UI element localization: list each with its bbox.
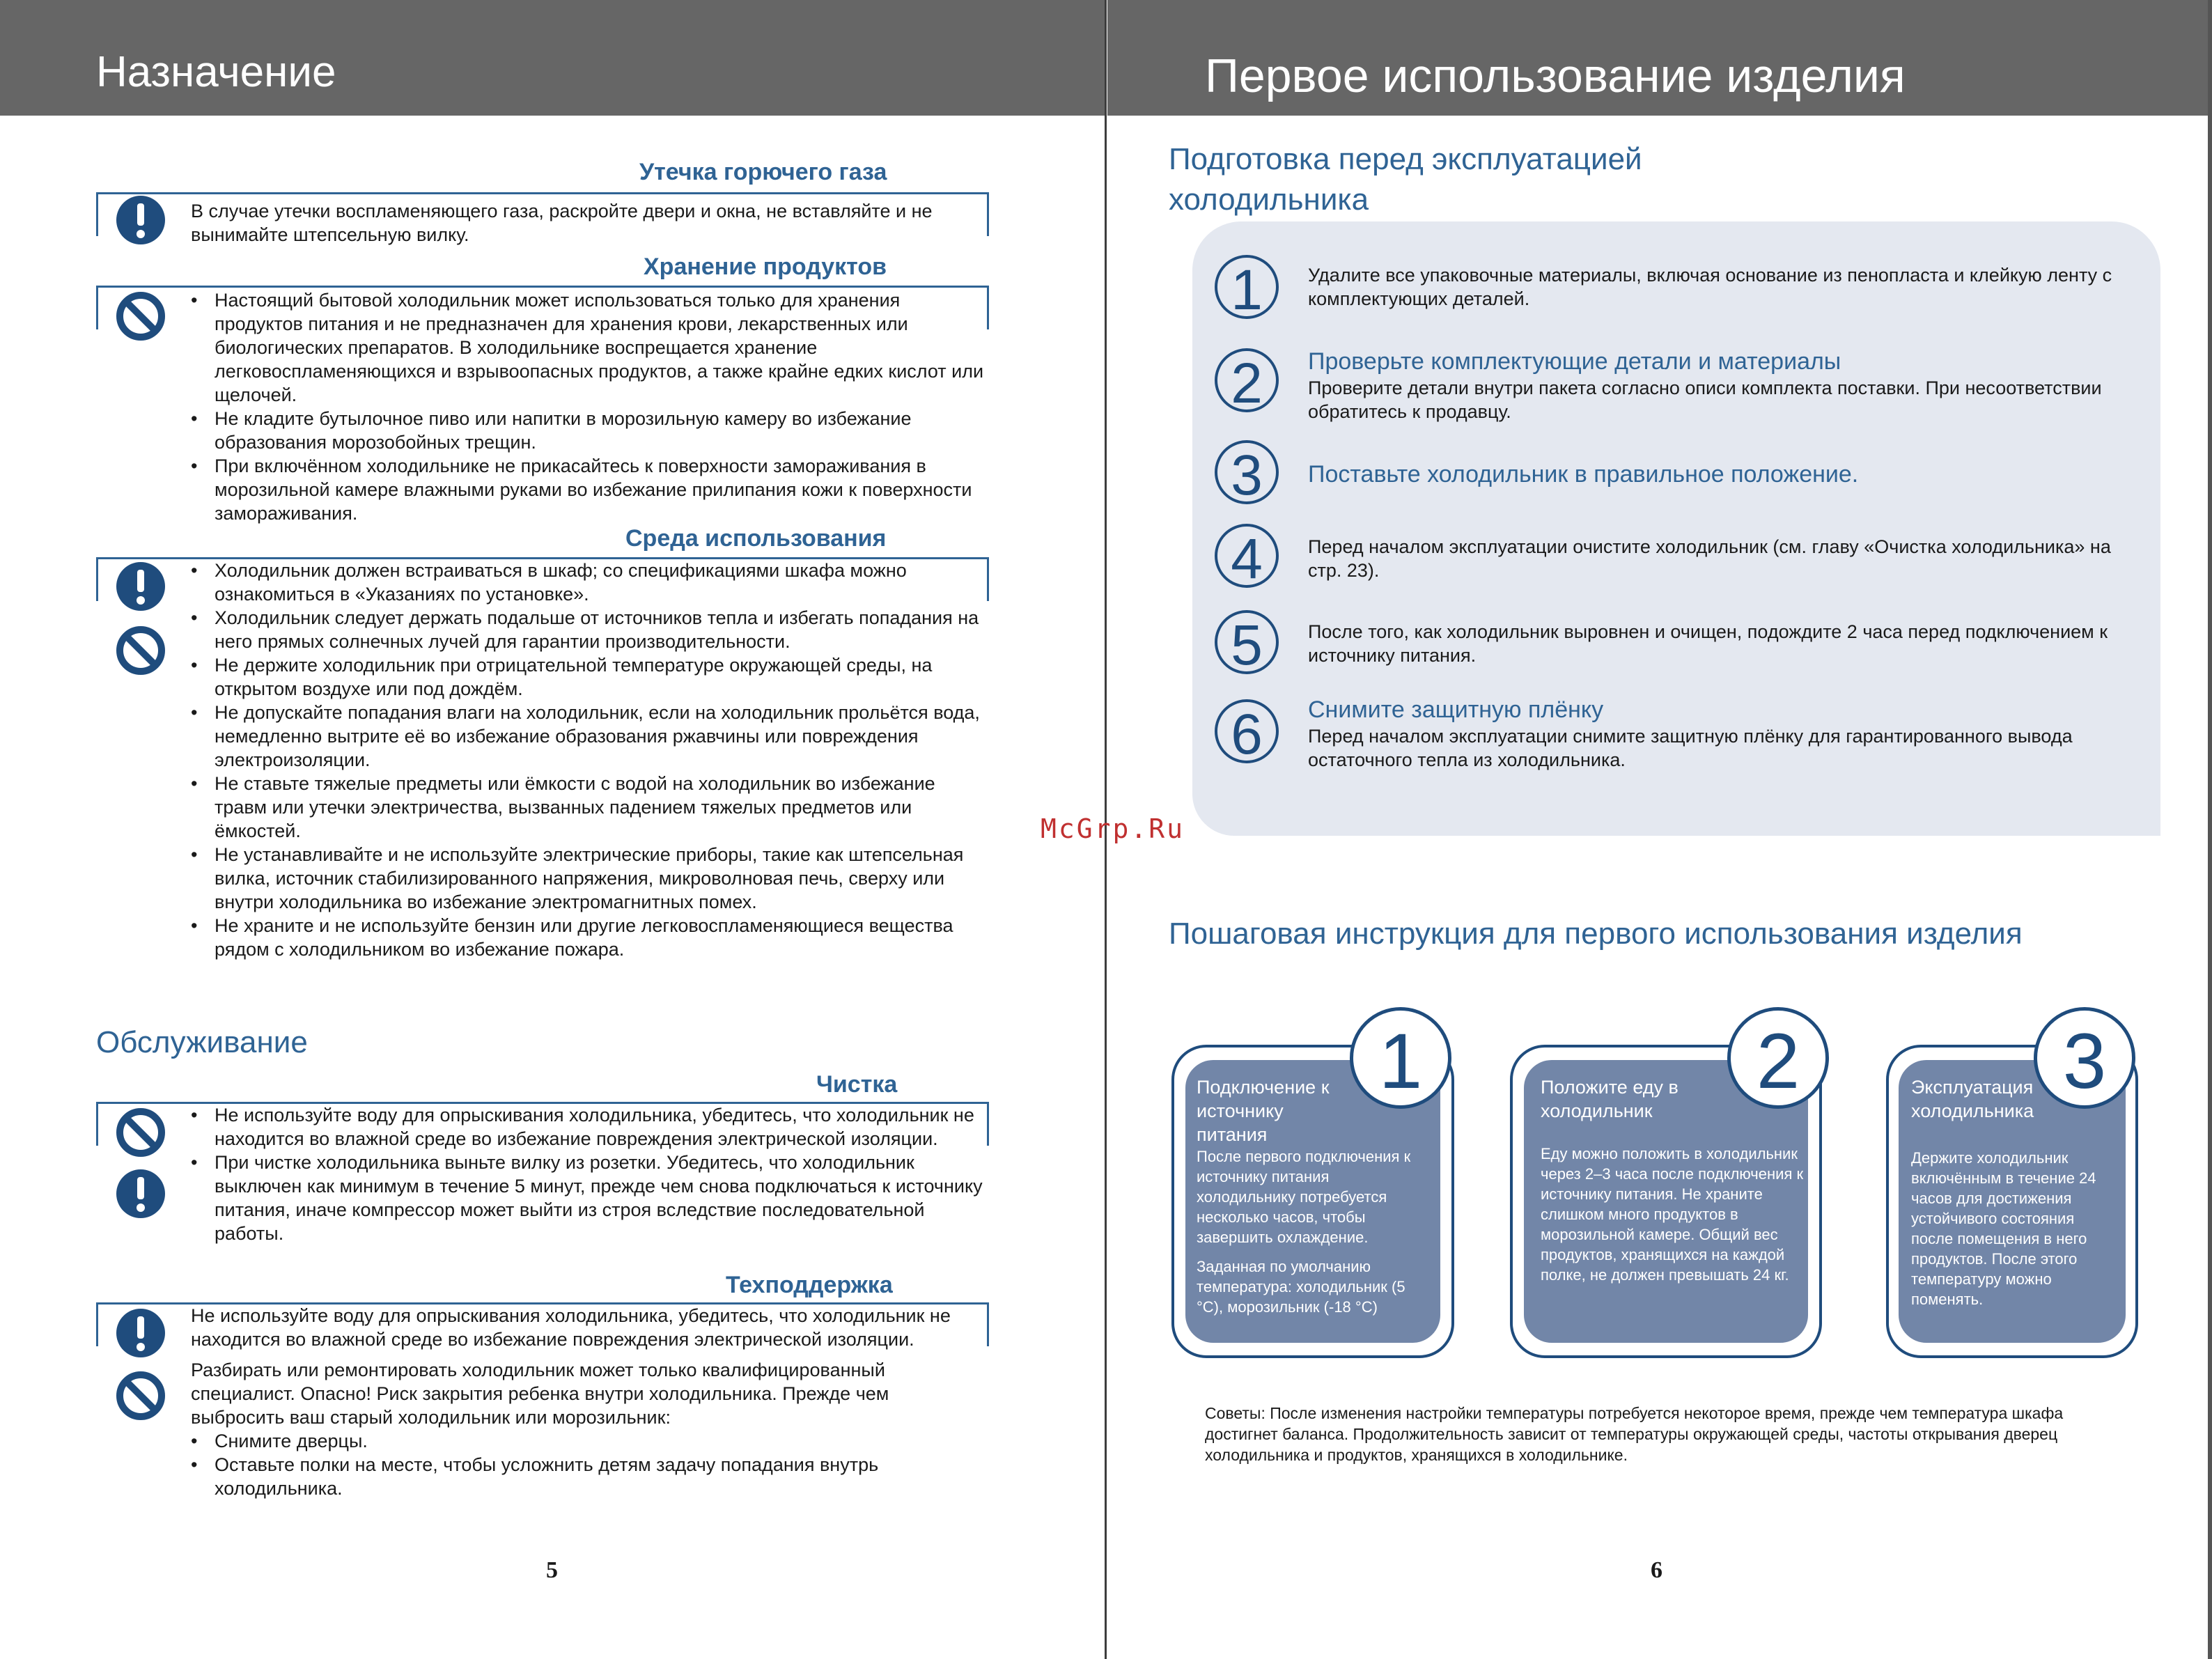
card-title: Подключение к источнику питания xyxy=(1197,1077,1330,1145)
card-number: 2 xyxy=(1727,1007,1829,1109)
card-body: Заданная по умолчанию температура: холодильник (5 °C), морозильник (-18 °C) xyxy=(1197,1258,1405,1316)
support-item: • Оставьте полки на месте, чтобы усложнить детям задачу попадания внутрь холодильника. xyxy=(191,1453,988,1500)
environment-heading: Среда использования xyxy=(625,525,887,552)
prohibited-icon xyxy=(116,291,166,341)
step-text: Перед началом эксплуатации очистите холодильник (см. главу «Очистка холодильника» на стр. 23). xyxy=(1308,536,2111,581)
prohibited-icon xyxy=(116,1107,166,1158)
step-title: Проверьте комплектующие детали и материалы xyxy=(1308,348,1841,375)
prep-heading: Подготовка перед эксплуатацией холодильника xyxy=(1169,142,1642,217)
maintenance-heading: Обслуживание xyxy=(96,1025,308,1059)
support-item: • Снимите дверцы. xyxy=(191,1429,988,1453)
step-number: 2 xyxy=(1215,348,1279,412)
card-body: Держите холодильник включённым в течение 24 часов для достижения устойчивого состояния после помещения в него продуктов. После этого температуру можно поменять. xyxy=(1911,1149,2096,1308)
cleaning-item: • При чистке холодильника выньте вилку из розетки. Убедитесь, что холодильник выключен как минимум в течение 5 минут, прежде чем снова подключаться к источнику питания, иначе компрессор может выйти из строя вследствие последовательной работы. xyxy=(191,1151,988,1245)
cleaning-item: • Не используйте воду для опрыскивания холодильника, убедитесь, что холодильник не находится во влажной среде во избежание повреждения электрической изоляции. xyxy=(191,1103,988,1151)
storage-heading: Хранение продуктов xyxy=(644,254,887,280)
tips-text: Советы: После изменения настройки температуры потребуется некоторое время, прежде чем температура шкафа достигнет баланса. Продолжительность зависит от температуры окружающей среды, частоты открывания дверец холодильника и продуктов, хранящихся в холодильнике. xyxy=(1205,1404,2064,1464)
page-edge xyxy=(2208,0,2212,1659)
left-page-title: Назначение xyxy=(96,48,336,96)
support-heading: Техподдержка xyxy=(726,1272,893,1298)
environment-item: • Не храните и не используйте бензин или другие легковоспламеняющиеся вещества рядом с холодильником во избежание пожара. xyxy=(191,914,988,961)
step-number: 4 xyxy=(1215,524,1279,588)
step-title: Поставьте холодильник в правильное положение. xyxy=(1308,461,1859,488)
card-title: Положите еду в холодильник xyxy=(1541,1077,1679,1121)
left-page-header xyxy=(0,0,1105,116)
storage-item: • При включённом холодильнике не прикасайтесь к поверхности замораживания в морозильной камере влажными руками во избежание прилипания кожи к поверхности замораживания. xyxy=(191,454,988,525)
card-number: 3 xyxy=(2034,1007,2135,1109)
prohibited-icon xyxy=(116,625,166,676)
exclamation-icon xyxy=(116,195,166,245)
card-number: 1 xyxy=(1350,1007,1451,1109)
cleaning-heading: Чистка xyxy=(816,1071,898,1098)
support-list xyxy=(191,1429,988,1500)
step-text: Перед началом эксплуатации снимите защитную плёнку для гарантированного вывода остаточного тепла из холодильника. xyxy=(1308,726,2073,770)
step-text: Проверите детали внутри пакета согласно описи комплекта поставки. При несоответствии обратитесь к продавцу. xyxy=(1308,377,2102,422)
storage-item: • Настоящий бытовой холодильник может использоваться только для хранения продуктов питания и не предназначен для хранения крови, лекарственных или биологических препаратов. В холодильнике воспрещается хранение легковоспламеняющихся и взрывоопасных продуктов, а также крайне едких кислот или щелочей. xyxy=(191,288,988,407)
environment-item: • Не держите холодильник при отрицательной температуре окружающей среды, на открытом воздухе или под дождём. xyxy=(191,653,988,701)
step-number: 3 xyxy=(1215,440,1279,504)
step-text: После того, как холодильник выровнен и очищен, подождите 2 часа перед подключением к источнику питания. xyxy=(1308,621,2108,666)
environment-list xyxy=(191,559,988,961)
environment-item: • Не устанавливайте и не используйте электрические приборы, такие как штепсельная вилка, источник стабилизированного напряжения, микроволновая печь, сверху или внутри холодильника во избежание электромагнитных помех. xyxy=(191,843,988,914)
card-title: Эксплуатация холодильника xyxy=(1911,1077,2034,1121)
prohibited-icon xyxy=(116,1371,166,1421)
support-text-2: Разбирать или ремонтировать холодильник может только квалифицированный специалист. Опасно! Риск закрытия ребенка внутри холодильника. Прежде чем выбросить ваш старый холодильник или морозильник: xyxy=(191,1360,889,1428)
environment-item: • Не ставьте тяжелые предметы или ёмкости с водой на холодильник во избежание травм или утечки электричества, вызванных падением тяжелых предметов или ёмкостей. xyxy=(191,772,988,843)
exclamation-icon xyxy=(116,1308,166,1358)
page-number-left: 5 xyxy=(546,1557,558,1583)
step-number: 1 xyxy=(1215,255,1279,319)
cleaning-list xyxy=(191,1103,988,1245)
storage-list xyxy=(191,288,988,525)
exclamation-icon xyxy=(116,561,166,612)
step-number: 5 xyxy=(1215,610,1279,674)
support-text-1: Не используйте воду для опрыскивания холодильника, убедитесь, что холодильник не находится во влажной среде во избежание повреждения электрической изоляции. xyxy=(191,1305,951,1350)
right-page-header xyxy=(1107,0,2212,116)
step-text: Удалите все упаковочные материалы, включая основание из пенопласта и клейкую ленту с комплектующих деталей. xyxy=(1308,265,2112,309)
environment-item: • Холодильник должен встраиваться в шкаф; со спецификациями шкафа можно ознакомиться в «Указаниях по установке». xyxy=(191,559,988,606)
steps-heading: Пошаговая инструкция для первого использования изделия xyxy=(1169,917,2023,951)
storage-item: • Не кладите бутылочное пиво или напитки в морозильную камеру во избежание образования морозобойных трещин. xyxy=(191,407,988,454)
step-title: Снимите защитную плёнку xyxy=(1308,696,1604,723)
watermark: McGrp.Ru xyxy=(1041,813,1185,844)
environment-item: • Холодильник следует держать подальше от источников тепла и избегать попадания на него прямых солнечных лучей для гарантии производительности. xyxy=(191,606,988,653)
right-page-title: Первое использование изделия xyxy=(1205,49,1906,102)
card-body: Еду можно положить в холодильник через 2–3 часа после подключения к источнику питания. Не храните слишком много продуктов в морозильной камере. Общий вес продуктов, хранящихся на каждой полке, не должен превышать 24 кг. xyxy=(1541,1145,1804,1284)
environment-item: • Не допускайте попадания влаги на холодильник, если на холодильник прольётся вода, немедленно вытрите её во избежание образования ржавчины или повреждения электроизоляции. xyxy=(191,701,988,772)
card-body: После первого подключения к источнику питания холодильнику потребуется несколько часов, чтобы завершить охлаждение. xyxy=(1197,1148,1411,1246)
exclamation-icon xyxy=(116,1169,166,1219)
gas-leak-heading: Утечка горючего газа xyxy=(639,159,887,185)
step-number: 6 xyxy=(1215,699,1279,763)
gas-leak-text: В случае утечки воспламеняющего газа, раскройте двери и окна, не вставляйте и не вынимайте штепсельную вилку. xyxy=(191,201,933,245)
page-number-right: 6 xyxy=(1651,1557,1662,1583)
